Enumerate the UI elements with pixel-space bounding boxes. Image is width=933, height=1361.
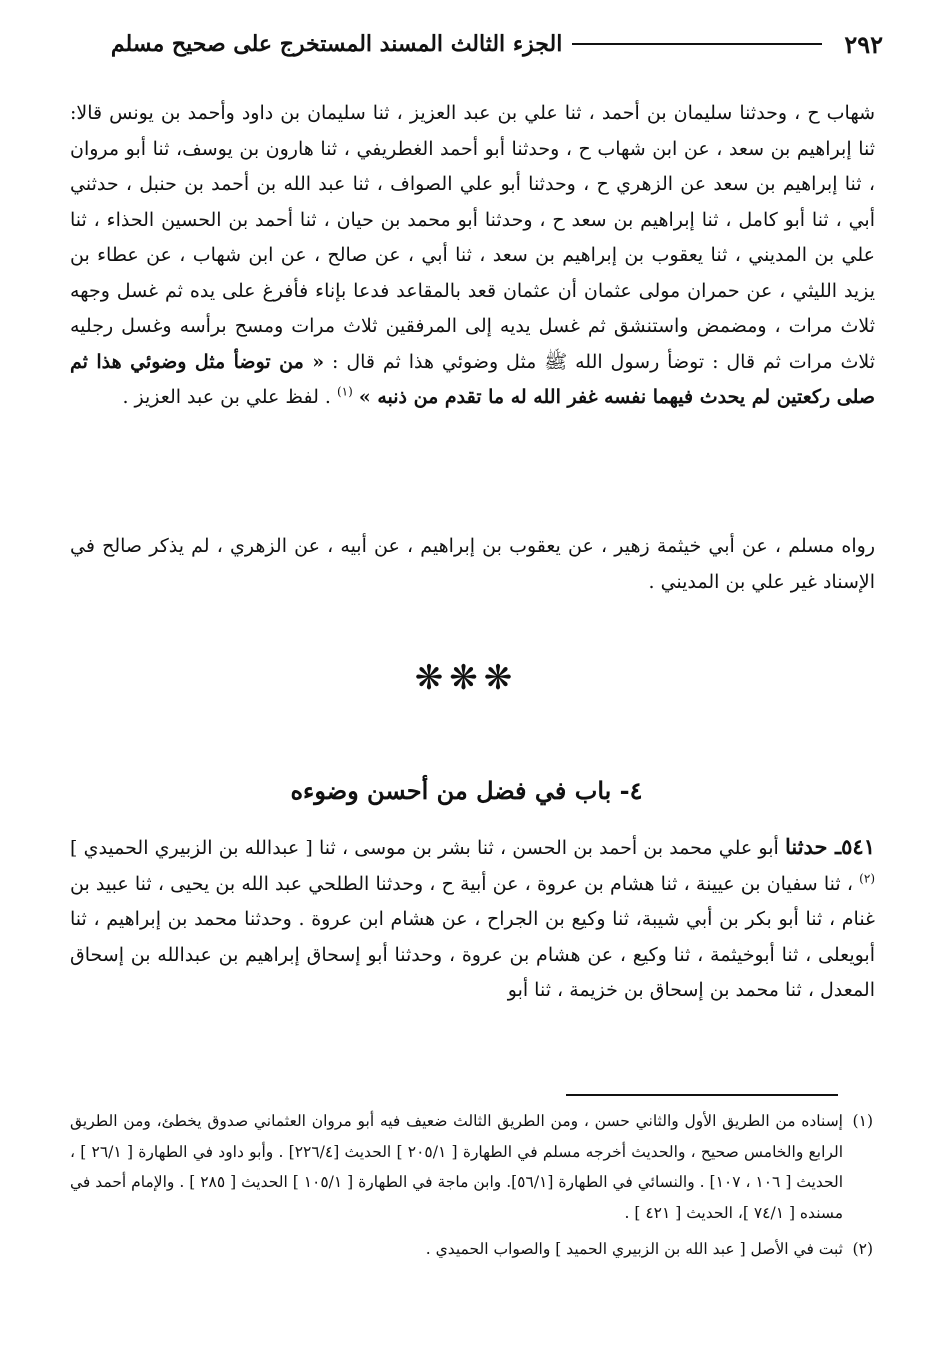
running-title: الجزء الثالث المسند المستخرج على صحيح مسلم (110, 31, 563, 57)
footnote-2 (70, 1234, 873, 1265)
hadith-quote: « من توضأ مثل وضوئي هذا ثم صلى ركعتين لم يحدث فيهما نفسه غفر الله له ما تقدم من ذنبه » (70, 350, 875, 408)
paragraph-riwaya (70, 529, 875, 600)
footnote-1 (70, 1106, 873, 1228)
footnotes (70, 1106, 873, 1265)
hadith-text-cont: ، ثنا سفيان بن عيينة ، ثنا هشام بن عروة ، عن أبية ح ، وحدثنا الطلحي عبد الله بن يحيى ، ثنا عبيد بن غنام ، ثنا أبو بكر بن أبي شيبة، ثنا وكيع بن الجراح ، عن هشام ابن عروة . وحدثنا محمد بن إبراهيم ، ثنا أبويعلى ، ثنا أبوخيثمة ، ثنا وكيع ، عن هشام بن عروة ، وحدثنا أبو إسحاق إبراهيم بن عبدالله بن إسحاق المعدل ، ثنا محمد بن إسحاق بن خزيمة ، ثنا أبو (70, 872, 875, 1001)
paragraph-text-end: . لفظ علي بن عبد العزيز . (122, 386, 337, 408)
page-header (60, 24, 883, 64)
hadith-number: ٥٤١ـ حدثنا (784, 834, 875, 859)
section-divider-stars: ❋❋❋ (414, 658, 519, 698)
paragraph-hadith-541 (70, 829, 875, 1009)
paragraph-text: رواه مسلم ، عن أبي خيثمة زهير ، عن يعقوب بن إبراهيم ، عن أبيه ، عن الزهري ، لم يذكر صالح في الإسناد غير علي بن المديني . (70, 535, 875, 593)
footnote-2-text: ثبت في الأصل [ عبد الله بن الزبيري الحميد ] والصواب الحميدي . (425, 1240, 843, 1258)
paragraph-text: شهاب ح ، وحدثنا سليمان بن أحمد ، ثنا علي بن عبد العزيز ، ثنا سليمان بن داود وأحمد بن يونس قالا: ثنا إبراهيم بن سعد ، عن ابن شهاب ح ، وحدثنا أبو أحمد الغطريفي ، ثنا هارون بن يوسف، ثنا أبو مروان ، ثنا إبراهيم بن سعد عن الزهري ح ، وحدثنا أبو علي الصواف ، ثنا عبد الله بن أحمد بن حنبل ، حدثني أبي ، ثنا أبو كامل ، ثنا إبراهيم بن سعد ح ، وحدثنا أبو محمد بن حيان ، ثنا أحمد بن الحسين الحذاء ، ثنا علي بن المديني ، ثنا يعقوب بن إبراهيم بن سعد ، ثنا أبي ، عن صالح ، عن ابن شهاب ، عن عطاء بن يزيد الليثي ، عن حمران مولى عثمان أن عثمان قعد بالمقاعد فدعا بإناء فأفرغ على يده ثم غسل وجهه ثلاث مرات ، ومضمض واستنشق ثم غسل يديه إلى المرفقين ثلاث مرات ومسح برأسه وغسل رجليه ثلاث مرات ثم قال : توضأ رسول الله ﷺ مثل وضوئي هذا ثم قال : (70, 102, 876, 373)
footnote-ref-2: (٢) (859, 871, 875, 886)
footnote-separator (566, 1094, 838, 1096)
header-rule (572, 43, 822, 45)
footnote-2-mark: (٢) (852, 1240, 873, 1258)
footnote-ref-1: (١) (336, 384, 353, 399)
footnote-1-mark: (١) (852, 1112, 873, 1130)
hadith-text: أبو علي محمد بن أحمد بن الحسن ، ثنا بشر بن موسى ، ثنا [ عبدالله بن الزبيري الحميدي ] (70, 837, 785, 859)
page-number: ٢٩٢ (844, 29, 883, 59)
chapter-title: ٤- باب في فضل من أحسن وضوءه (290, 776, 643, 805)
footnote-1-text: إسناده من الطريق الأول والثاني حسن ، ومن الطريق الثالث ضعيف فيه أبو مروان العثماني صدوق يخطئ، ومن الطريق الرابع والخامس صحيح ، والحديث أخرجه مسلم في الطهارة [ ٢٠٥/١ ] الحديث [٢٢٦/٤] . وأبو داود في الطهارة [ ٢٦/١ ] ، الحديث [ ١٠٦ ، ١٠٧] . والنسائي في الطهارة [٥٦/١]. وابن ماجة في الطهارة [ ١٠٥/١ ] الحديث [ ٢٨٥ ] . والإمام أحمد في مسنده [ ٧٤/١ ]، الحديث [ ٤٢١ ] . (70, 1112, 843, 1222)
paragraph-isnad (70, 96, 875, 416)
